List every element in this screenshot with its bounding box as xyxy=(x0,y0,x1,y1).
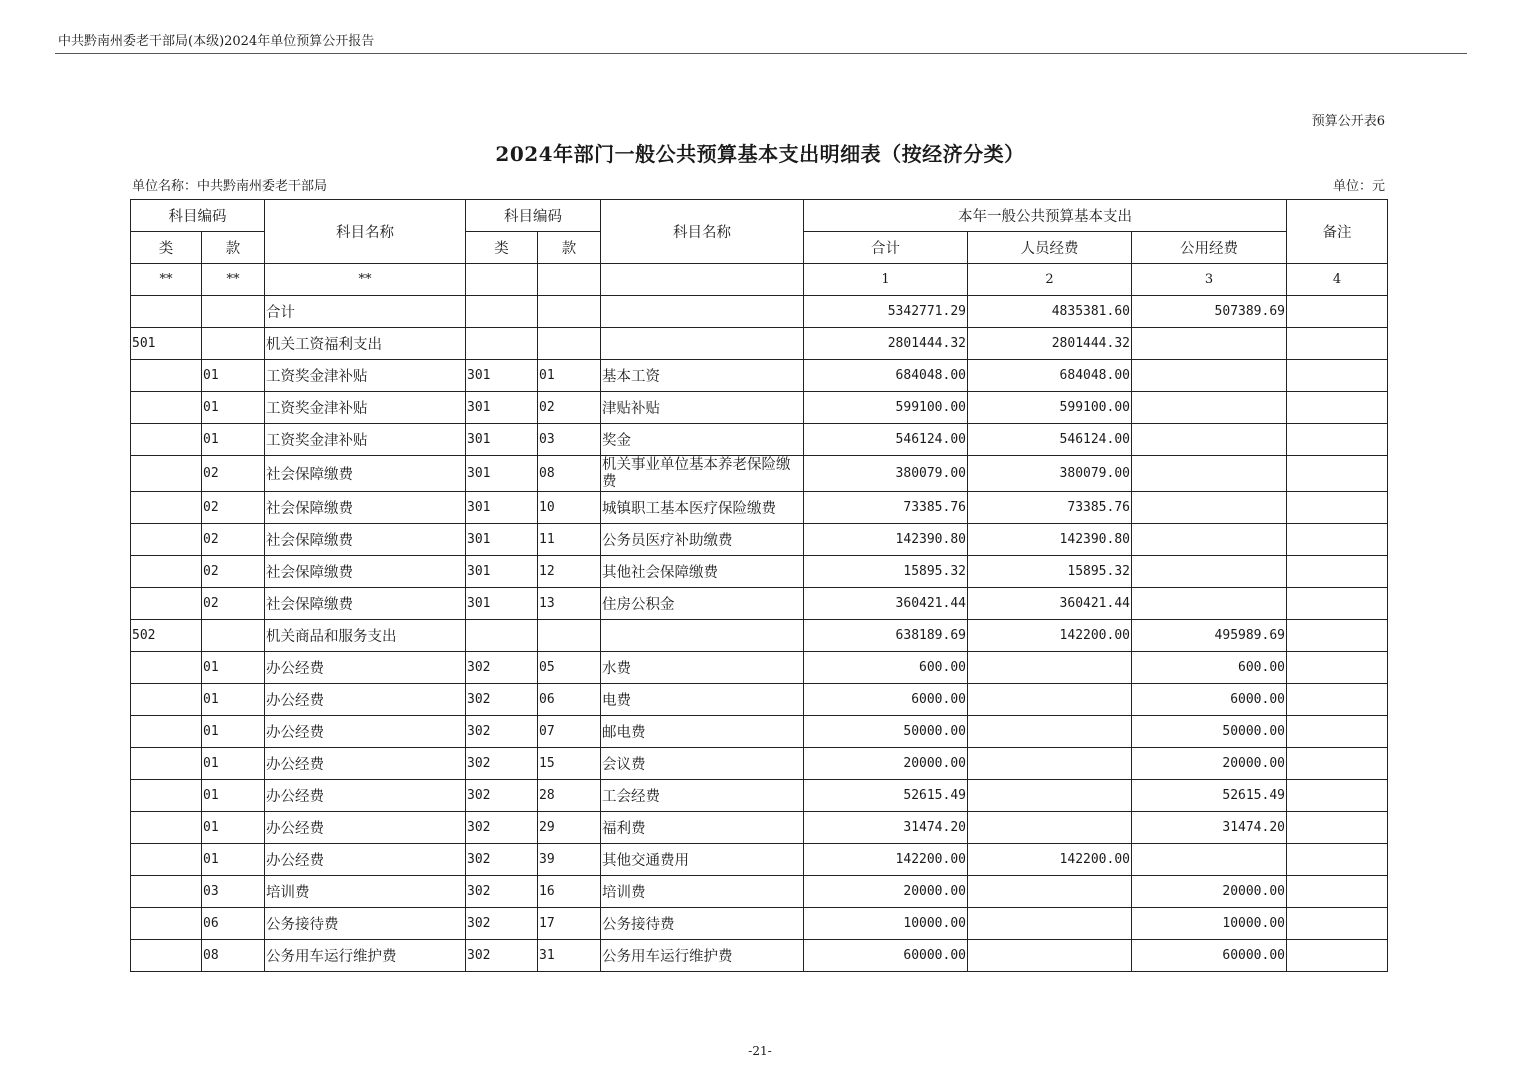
econ-name-cell: 邮电费 xyxy=(601,716,804,748)
remark-cell xyxy=(1287,360,1388,392)
econ-category-cell: 302 xyxy=(466,780,538,812)
econ-item-cell: 02 xyxy=(538,392,601,424)
public-cell: 60000.00 xyxy=(1132,940,1287,972)
remark-cell xyxy=(1287,844,1388,876)
econ-item-cell: 10 xyxy=(538,492,601,524)
index-row xyxy=(131,264,1388,296)
page-title: 2024年部门一般公共预算基本支出明细表（按经济分类） xyxy=(495,142,1025,166)
subject-name-cell: 社会保障缴费 xyxy=(265,556,466,588)
personnel-cell xyxy=(968,908,1132,940)
subject-name-cell: 工资奖金津补贴 xyxy=(265,392,466,424)
econ-name-cell xyxy=(601,328,804,360)
econ-category-cell xyxy=(466,328,538,360)
econ-name-cell: 奖金 xyxy=(601,424,804,456)
econ-item-cell: 08 xyxy=(538,456,601,492)
total-cell: 6000.00 xyxy=(804,684,968,716)
remark-cell xyxy=(1287,716,1388,748)
table-row xyxy=(131,456,1388,492)
total-cell: 600.00 xyxy=(804,652,968,684)
header-subject-code: 科目编码 xyxy=(131,200,265,232)
subject-name-cell: 机关工资福利支出 xyxy=(265,328,466,360)
personnel-cell: 2801444.32 xyxy=(968,328,1132,360)
subject-name-cell: 办公经费 xyxy=(265,812,466,844)
table-row xyxy=(131,780,1388,812)
econ-item-cell: 16 xyxy=(538,876,601,908)
total-cell: 380079.00 xyxy=(804,456,968,492)
econ-item-cell xyxy=(538,620,601,652)
table-row xyxy=(131,360,1388,392)
econ-name-cell: 其他交通费用 xyxy=(601,844,804,876)
personnel-cell xyxy=(968,780,1132,812)
header-econ-name: 科目名称 xyxy=(601,200,804,264)
unit-currency: 单位：元 xyxy=(1332,179,1385,194)
econ-category-cell: 302 xyxy=(466,844,538,876)
subject-name-cell: 社会保障缴费 xyxy=(265,492,466,524)
personnel-cell: 73385.76 xyxy=(968,492,1132,524)
total-cell: 20000.00 xyxy=(804,748,968,780)
subject-item-cell: 02 xyxy=(202,456,265,492)
subject-name-cell: 工资奖金津补贴 xyxy=(265,424,466,456)
subject-category-cell xyxy=(131,296,202,328)
econ-category-cell: 301 xyxy=(466,360,538,392)
econ-item-cell: 01 xyxy=(538,360,601,392)
subject-name-cell: 工资奖金津补贴 xyxy=(265,360,466,392)
public-cell: 6000.00 xyxy=(1132,684,1287,716)
subject-category-cell xyxy=(131,652,202,684)
personnel-cell: 142200.00 xyxy=(968,844,1132,876)
page-number: -21- xyxy=(748,1044,772,1058)
econ-name-cell xyxy=(601,296,804,328)
econ-category-cell: 301 xyxy=(466,556,538,588)
table-number: 预算公开表6 xyxy=(1311,114,1385,129)
econ-category-cell xyxy=(466,296,538,328)
remark-cell xyxy=(1287,524,1388,556)
table-row xyxy=(131,716,1388,748)
index-cell: ** xyxy=(265,264,466,296)
econ-item-cell: 07 xyxy=(538,716,601,748)
table-row xyxy=(131,524,1388,556)
header-spending-group: 本年一般公共预算基本支出 xyxy=(804,200,1287,232)
subject-category-cell xyxy=(131,748,202,780)
econ-item-cell: 28 xyxy=(538,780,601,812)
subject-item-cell: 01 xyxy=(202,748,265,780)
remark-cell xyxy=(1287,456,1388,492)
total-cell: 546124.00 xyxy=(804,424,968,456)
personnel-cell: 4835381.60 xyxy=(968,296,1132,328)
econ-name-cell: 水费 xyxy=(601,652,804,684)
total-cell: 10000.00 xyxy=(804,908,968,940)
subject-name-cell: 合计 xyxy=(265,296,466,328)
econ-category-cell: 302 xyxy=(466,812,538,844)
econ-item-cell: 31 xyxy=(538,940,601,972)
subject-category-cell: 501 xyxy=(131,328,202,360)
index-cell xyxy=(538,264,601,296)
table-row xyxy=(131,684,1388,716)
total-cell: 684048.00 xyxy=(804,360,968,392)
budget-table xyxy=(130,199,1388,972)
econ-category-cell: 302 xyxy=(466,940,538,972)
subject-item-cell: 01 xyxy=(202,652,265,684)
subject-item-cell xyxy=(202,620,265,652)
remark-cell xyxy=(1287,748,1388,780)
total-cell: 15895.32 xyxy=(804,556,968,588)
personnel-cell: 599100.00 xyxy=(968,392,1132,424)
econ-item-cell: 17 xyxy=(538,908,601,940)
econ-name-cell: 住房公积金 xyxy=(601,588,804,620)
econ-name-cell: 津贴补贴 xyxy=(601,392,804,424)
econ-category-cell: 301 xyxy=(466,456,538,492)
subject-item-cell: 02 xyxy=(202,524,265,556)
subject-category-cell xyxy=(131,456,202,492)
total-cell: 31474.20 xyxy=(804,812,968,844)
subject-name-cell: 办公经费 xyxy=(265,684,466,716)
econ-item-cell xyxy=(538,296,601,328)
public-cell xyxy=(1132,392,1287,424)
econ-category-cell: 302 xyxy=(466,684,538,716)
econ-category-cell: 301 xyxy=(466,524,538,556)
subject-category-cell xyxy=(131,556,202,588)
header-total: 合计 xyxy=(804,232,968,264)
total-cell: 142200.00 xyxy=(804,844,968,876)
econ-category-cell: 301 xyxy=(466,492,538,524)
subject-name-cell: 机关商品和服务支出 xyxy=(265,620,466,652)
econ-category-cell: 302 xyxy=(466,908,538,940)
subject-name-cell: 培训费 xyxy=(265,876,466,908)
remark-cell xyxy=(1287,908,1388,940)
subject-name-cell: 社会保障缴费 xyxy=(265,588,466,620)
personnel-cell: 15895.32 xyxy=(968,556,1132,588)
header-item: 款 xyxy=(202,232,265,264)
total-cell: 2801444.32 xyxy=(804,328,968,360)
personnel-cell xyxy=(968,940,1132,972)
econ-item-cell: 05 xyxy=(538,652,601,684)
remark-cell xyxy=(1287,780,1388,812)
public-cell: 507389.69 xyxy=(1132,296,1287,328)
subject-item-cell: 01 xyxy=(202,360,265,392)
header-personnel: 人员经费 xyxy=(968,232,1132,264)
econ-name-cell xyxy=(601,620,804,652)
header-remark: 备注 xyxy=(1287,200,1388,264)
table-row xyxy=(131,908,1388,940)
subject-item-cell: 01 xyxy=(202,684,265,716)
subject-category-cell xyxy=(131,908,202,940)
econ-item-cell: 15 xyxy=(538,748,601,780)
public-cell xyxy=(1132,328,1287,360)
subject-category-cell xyxy=(131,684,202,716)
public-cell xyxy=(1132,360,1287,392)
subject-item-cell xyxy=(202,296,265,328)
subject-name-cell: 办公经费 xyxy=(265,652,466,684)
subject-item-cell: 02 xyxy=(202,556,265,588)
remark-cell xyxy=(1287,328,1388,360)
table-row xyxy=(131,620,1388,652)
public-cell: 20000.00 xyxy=(1132,748,1287,780)
subject-item-cell: 01 xyxy=(202,424,265,456)
remark-cell xyxy=(1287,812,1388,844)
public-cell: 600.00 xyxy=(1132,652,1287,684)
table-row xyxy=(131,328,1388,360)
table-row xyxy=(131,296,1388,328)
header-rule xyxy=(55,53,1467,54)
econ-name-cell: 机关事业单位基本养老保险缴费 xyxy=(601,456,804,492)
public-cell xyxy=(1132,456,1287,492)
remark-cell xyxy=(1287,940,1388,972)
personnel-cell xyxy=(968,748,1132,780)
econ-item-cell: 39 xyxy=(538,844,601,876)
table-row xyxy=(131,392,1388,424)
remark-cell xyxy=(1287,556,1388,588)
personnel-cell: 360421.44 xyxy=(968,588,1132,620)
econ-item-cell: 12 xyxy=(538,556,601,588)
public-cell: 20000.00 xyxy=(1132,876,1287,908)
subject-name-cell: 办公经费 xyxy=(265,780,466,812)
table-row xyxy=(131,492,1388,524)
econ-category-cell: 302 xyxy=(466,716,538,748)
subject-item-cell: 01 xyxy=(202,844,265,876)
total-cell: 20000.00 xyxy=(804,876,968,908)
econ-name-cell: 福利费 xyxy=(601,812,804,844)
total-cell: 360421.44 xyxy=(804,588,968,620)
subject-name-cell: 办公经费 xyxy=(265,844,466,876)
econ-name-cell: 培训费 xyxy=(601,876,804,908)
subject-category-cell xyxy=(131,392,202,424)
public-cell xyxy=(1132,844,1287,876)
header-econ-category: 类 xyxy=(466,232,538,264)
subject-name-cell: 公务接待费 xyxy=(265,908,466,940)
econ-category-cell: 302 xyxy=(466,876,538,908)
table-row xyxy=(131,748,1388,780)
personnel-cell xyxy=(968,812,1132,844)
subject-name-cell: 办公经费 xyxy=(265,748,466,780)
public-cell: 10000.00 xyxy=(1132,908,1287,940)
index-cell: 3 xyxy=(1132,264,1287,296)
econ-item-cell: 13 xyxy=(538,588,601,620)
total-cell: 60000.00 xyxy=(804,940,968,972)
econ-item-cell: 29 xyxy=(538,812,601,844)
subject-category-cell xyxy=(131,876,202,908)
public-cell: 31474.20 xyxy=(1132,812,1287,844)
remark-cell xyxy=(1287,620,1388,652)
subject-name-cell: 公务用车运行维护费 xyxy=(265,940,466,972)
econ-item-cell: 06 xyxy=(538,684,601,716)
econ-name-cell: 电费 xyxy=(601,684,804,716)
econ-name-cell: 公务接待费 xyxy=(601,908,804,940)
subject-item-cell: 01 xyxy=(202,780,265,812)
total-cell: 142390.80 xyxy=(804,524,968,556)
subject-item-cell: 01 xyxy=(202,812,265,844)
public-cell xyxy=(1132,524,1287,556)
public-cell xyxy=(1132,492,1287,524)
econ-name-cell: 会议费 xyxy=(601,748,804,780)
header-public: 公用经费 xyxy=(1132,232,1287,264)
econ-name-cell: 公务员医疗补助缴费 xyxy=(601,524,804,556)
econ-item-cell xyxy=(538,328,601,360)
econ-category-cell: 301 xyxy=(466,588,538,620)
table-row xyxy=(131,652,1388,684)
index-cell: 4 xyxy=(1287,264,1388,296)
table-row xyxy=(131,876,1388,908)
subject-item-cell: 01 xyxy=(202,716,265,748)
econ-category-cell: 301 xyxy=(466,392,538,424)
econ-item-cell: 03 xyxy=(538,424,601,456)
index-cell xyxy=(466,264,538,296)
total-cell: 50000.00 xyxy=(804,716,968,748)
subject-name-cell: 社会保障缴费 xyxy=(265,524,466,556)
personnel-cell xyxy=(968,652,1132,684)
remark-cell xyxy=(1287,296,1388,328)
remark-cell xyxy=(1287,876,1388,908)
subject-category-cell xyxy=(131,812,202,844)
personnel-cell: 142200.00 xyxy=(968,620,1132,652)
public-cell: 495989.69 xyxy=(1132,620,1287,652)
subject-name-cell: 社会保障缴费 xyxy=(265,456,466,492)
subject-item-cell: 02 xyxy=(202,588,265,620)
subject-item-cell: 06 xyxy=(202,908,265,940)
total-cell: 599100.00 xyxy=(804,392,968,424)
econ-name-cell: 其他社会保障缴费 xyxy=(601,556,804,588)
table-row xyxy=(131,556,1388,588)
total-cell: 52615.49 xyxy=(804,780,968,812)
econ-name-cell: 工会经费 xyxy=(601,780,804,812)
header-econ-code: 科目编码 xyxy=(466,200,601,232)
subject-category-cell: 502 xyxy=(131,620,202,652)
subject-category-cell xyxy=(131,780,202,812)
unit-name: 单位名称：中共黔南州委老干部局 xyxy=(132,179,328,194)
index-cell xyxy=(601,264,804,296)
index-cell: ** xyxy=(202,264,265,296)
econ-category-cell: 302 xyxy=(466,652,538,684)
index-cell: 1 xyxy=(804,264,968,296)
remark-cell xyxy=(1287,424,1388,456)
remark-cell xyxy=(1287,492,1388,524)
public-cell xyxy=(1132,424,1287,456)
public-cell: 52615.49 xyxy=(1132,780,1287,812)
subject-category-cell xyxy=(131,844,202,876)
personnel-cell: 546124.00 xyxy=(968,424,1132,456)
subject-category-cell xyxy=(131,940,202,972)
header-econ-item: 款 xyxy=(538,232,601,264)
table-row xyxy=(131,424,1388,456)
total-cell: 5342771.29 xyxy=(804,296,968,328)
header-category: 类 xyxy=(131,232,202,264)
personnel-cell xyxy=(968,684,1132,716)
subject-category-cell xyxy=(131,360,202,392)
remark-cell xyxy=(1287,588,1388,620)
subject-item-cell: 01 xyxy=(202,392,265,424)
subject-item-cell xyxy=(202,328,265,360)
total-cell: 638189.69 xyxy=(804,620,968,652)
subject-category-cell xyxy=(131,524,202,556)
subject-category-cell xyxy=(131,716,202,748)
personnel-cell: 684048.00 xyxy=(968,360,1132,392)
remark-cell xyxy=(1287,392,1388,424)
table-row xyxy=(131,844,1388,876)
econ-category-cell xyxy=(466,620,538,652)
subject-item-cell: 02 xyxy=(202,492,265,524)
remark-cell xyxy=(1287,652,1388,684)
subject-item-cell: 03 xyxy=(202,876,265,908)
econ-category-cell: 301 xyxy=(466,424,538,456)
public-cell xyxy=(1132,556,1287,588)
subject-category-cell xyxy=(131,492,202,524)
header-subject-name: 科目名称 xyxy=(265,200,466,264)
index-cell: ** xyxy=(131,264,202,296)
table-row xyxy=(131,940,1388,972)
econ-name-cell: 基本工资 xyxy=(601,360,804,392)
public-cell: 50000.00 xyxy=(1132,716,1287,748)
table-row xyxy=(131,588,1388,620)
subject-item-cell: 08 xyxy=(202,940,265,972)
personnel-cell: 380079.00 xyxy=(968,456,1132,492)
subject-category-cell xyxy=(131,588,202,620)
subject-name-cell: 办公经费 xyxy=(265,716,466,748)
table-row xyxy=(131,812,1388,844)
running-header: 中共黔南州委老干部局(本级)2024年单位预算公开报告 xyxy=(58,34,375,49)
personnel-cell xyxy=(968,876,1132,908)
public-cell xyxy=(1132,588,1287,620)
personnel-cell: 142390.80 xyxy=(968,524,1132,556)
table-body xyxy=(131,296,1388,972)
index-cell: 2 xyxy=(968,264,1132,296)
econ-name-cell: 城镇职工基本医疗保险缴费 xyxy=(601,492,804,524)
subject-category-cell xyxy=(131,424,202,456)
econ-category-cell: 302 xyxy=(466,748,538,780)
personnel-cell xyxy=(968,716,1132,748)
econ-item-cell: 11 xyxy=(538,524,601,556)
total-cell: 73385.76 xyxy=(804,492,968,524)
econ-name-cell: 公务用车运行维护费 xyxy=(601,940,804,972)
remark-cell xyxy=(1287,684,1388,716)
